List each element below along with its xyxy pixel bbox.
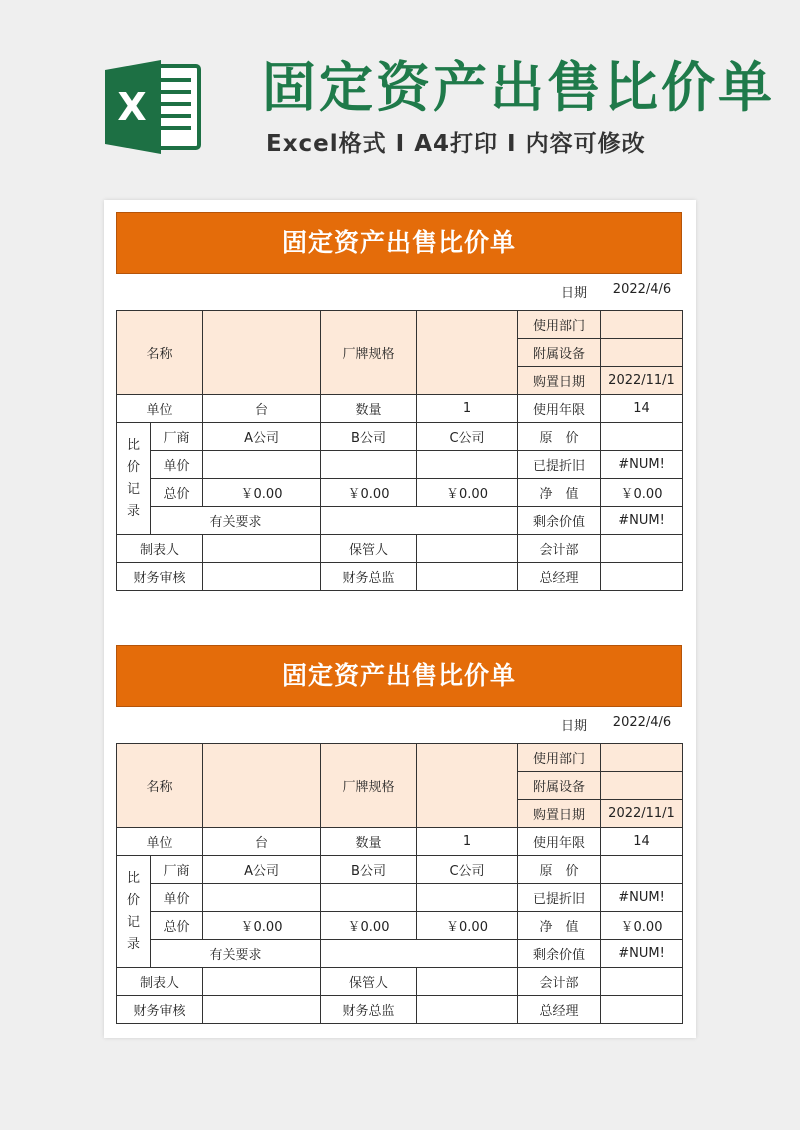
unit-price-c-cell[interactable] — [417, 451, 518, 479]
compare-record-label — [117, 856, 151, 968]
total-b[interactable]: ￥0.00 — [321, 912, 417, 940]
maker-cell[interactable] — [203, 968, 321, 996]
depreciation-label: 已提折旧 — [518, 451, 601, 479]
unit-price-a-cell[interactable] — [203, 884, 321, 912]
purchase-value[interactable]: 2022/11/1 — [601, 367, 683, 395]
accounting-label: 会计部 — [518, 535, 601, 563]
document-sheet — [104, 200, 696, 1038]
form-table — [116, 310, 683, 591]
vendor-label: 厂商 — [151, 423, 203, 451]
banner — [0, 0, 800, 190]
vendor-b[interactable]: B公司 — [321, 423, 417, 451]
attach-value-cell[interactable] — [601, 772, 683, 800]
requirements-label: 有关要求 — [151, 507, 321, 535]
unit-price-label: 单价 — [151, 884, 203, 912]
total-price-label: 总价 — [151, 912, 203, 940]
compare-record-label — [117, 423, 151, 535]
compare-char: 比 — [126, 870, 140, 886]
compare-char: 记 — [126, 481, 140, 497]
unit-label: 单位 — [117, 395, 203, 423]
vendor-label: 厂商 — [151, 856, 203, 884]
net-value[interactable]: ￥0.00 — [601, 479, 683, 507]
depreciation-value[interactable]: #NUM! — [601, 884, 683, 912]
unit-price-b-cell[interactable] — [321, 884, 417, 912]
net-value-label: 净 值 — [518, 479, 601, 507]
orig-price-label: 原 价 — [518, 856, 601, 884]
requirements-label: 有关要求 — [151, 940, 321, 968]
gm-label: 总经理 — [518, 563, 601, 591]
residual-label: 剩余价值 — [518, 940, 601, 968]
attach-label: 附属设备 — [518, 772, 601, 800]
name-value-cell[interactable] — [203, 744, 321, 828]
residual-value[interactable]: #NUM! — [601, 940, 683, 968]
attach-label: 附属设备 — [518, 339, 601, 367]
dept-value-cell[interactable] — [601, 311, 683, 339]
qty-label: 数量 — [321, 828, 417, 856]
price-comparison-form-1 — [116, 212, 682, 591]
orig-price-cell[interactable] — [601, 856, 683, 884]
date-value: 2022/4/6 — [612, 715, 672, 730]
brand-value-cell[interactable] — [417, 744, 518, 828]
compare-char: 录 — [126, 936, 140, 952]
years-label: 使用年限 — [518, 395, 601, 423]
maker-label: 制表人 — [117, 535, 203, 563]
keeper-label: 保管人 — [321, 968, 417, 996]
keeper-cell[interactable] — [417, 968, 518, 996]
name-label: 名称 — [117, 311, 203, 395]
accounting-cell[interactable] — [601, 968, 683, 996]
cfo-label: 财务总监 — [321, 563, 417, 591]
purchase-label: 购置日期 — [518, 367, 601, 395]
accounting-label: 会计部 — [518, 968, 601, 996]
cfo-label: 财务总监 — [321, 996, 417, 1024]
brand-label: 厂牌规格 — [321, 311, 417, 395]
residual-label: 剩余价值 — [518, 507, 601, 535]
requirements-cell[interactable] — [321, 507, 518, 535]
accounting-cell[interactable] — [601, 535, 683, 563]
attach-value-cell[interactable] — [601, 339, 683, 367]
orig-price-cell[interactable] — [601, 423, 683, 451]
years-value[interactable]: 14 — [601, 395, 683, 423]
audit-label: 财务审核 — [117, 563, 203, 591]
years-label: 使用年限 — [518, 828, 601, 856]
keeper-cell[interactable] — [417, 535, 518, 563]
orig-price-label: 原 价 — [518, 423, 601, 451]
gm-cell[interactable] — [601, 996, 683, 1024]
net-value-label: 净 值 — [518, 912, 601, 940]
total-b[interactable]: ￥0.00 — [321, 479, 417, 507]
unit-price-c-cell[interactable] — [417, 884, 518, 912]
qty-value[interactable]: 1 — [417, 395, 518, 423]
qty-label: 数量 — [321, 395, 417, 423]
unit-price-a-cell[interactable] — [203, 451, 321, 479]
keeper-label: 保管人 — [321, 535, 417, 563]
residual-value[interactable]: #NUM! — [601, 507, 683, 535]
logo-letter: X — [117, 85, 147, 129]
form-title: 固定资产出售比价单 — [116, 645, 682, 707]
name-label: 名称 — [117, 744, 203, 828]
total-price-label: 总价 — [151, 479, 203, 507]
brand-label: 厂牌规格 — [321, 744, 417, 828]
unit-value[interactable]: 台 — [203, 828, 321, 856]
total-c[interactable]: ￥0.00 — [417, 479, 518, 507]
compare-char: 比 — [126, 437, 140, 453]
audit-cell[interactable] — [203, 996, 321, 1024]
compare-char: 记 — [126, 914, 140, 930]
unit-price-b-cell[interactable] — [321, 451, 417, 479]
compare-char: 价 — [126, 459, 140, 475]
maker-label: 制表人 — [117, 968, 203, 996]
unit-price-label: 单价 — [151, 451, 203, 479]
price-comparison-form-2 — [116, 645, 682, 1024]
requirements-cell[interactable] — [321, 940, 518, 968]
total-a[interactable]: ￥0.00 — [203, 479, 321, 507]
cfo-cell[interactable] — [417, 563, 518, 591]
compare-char: 价 — [126, 892, 140, 908]
dept-label: 使用部门 — [518, 311, 601, 339]
vendor-a[interactable]: A公司 — [203, 856, 321, 884]
gm-cell[interactable] — [601, 563, 683, 591]
name-value-cell[interactable] — [203, 311, 321, 395]
qty-value[interactable]: 1 — [417, 828, 518, 856]
date-row — [116, 707, 682, 743]
total-a[interactable]: ￥0.00 — [203, 912, 321, 940]
compare-char: 录 — [126, 503, 140, 519]
maker-cell[interactable] — [203, 535, 321, 563]
dept-value-cell[interactable] — [601, 744, 683, 772]
brand-value-cell[interactable] — [417, 311, 518, 395]
page-subtitle: Excel格式 I A4打印 I 内容可修改 — [266, 131, 646, 157]
unit-value[interactable]: 台 — [203, 395, 321, 423]
form-table — [116, 743, 683, 1024]
cfo-cell[interactable] — [417, 996, 518, 1024]
depreciation-value[interactable]: #NUM! — [601, 451, 683, 479]
form-title: 固定资产出售比价单 — [116, 212, 682, 274]
net-value[interactable]: ￥0.00 — [601, 912, 683, 940]
gm-label: 总经理 — [518, 996, 601, 1024]
audit-label: 财务审核 — [117, 996, 203, 1024]
vendor-b[interactable]: B公司 — [321, 856, 417, 884]
years-value[interactable]: 14 — [601, 828, 683, 856]
dept-label: 使用部门 — [518, 744, 601, 772]
page-title: 固定资产出售比价单 — [262, 56, 775, 119]
depreciation-label: 已提折旧 — [518, 884, 601, 912]
excel-logo-icon — [103, 58, 203, 156]
date-label: 日期 — [560, 719, 587, 734]
total-c[interactable]: ￥0.00 — [417, 912, 518, 940]
purchase-value[interactable]: 2022/11/1 — [601, 800, 683, 828]
date-label: 日期 — [560, 286, 587, 301]
purchase-label: 购置日期 — [518, 800, 601, 828]
date-row — [116, 274, 682, 310]
vendor-a[interactable]: A公司 — [203, 423, 321, 451]
vendor-c[interactable]: C公司 — [417, 856, 518, 884]
unit-label: 单位 — [117, 828, 203, 856]
audit-cell[interactable] — [203, 563, 321, 591]
vendor-c[interactable]: C公司 — [417, 423, 518, 451]
date-value: 2022/4/6 — [612, 282, 672, 297]
